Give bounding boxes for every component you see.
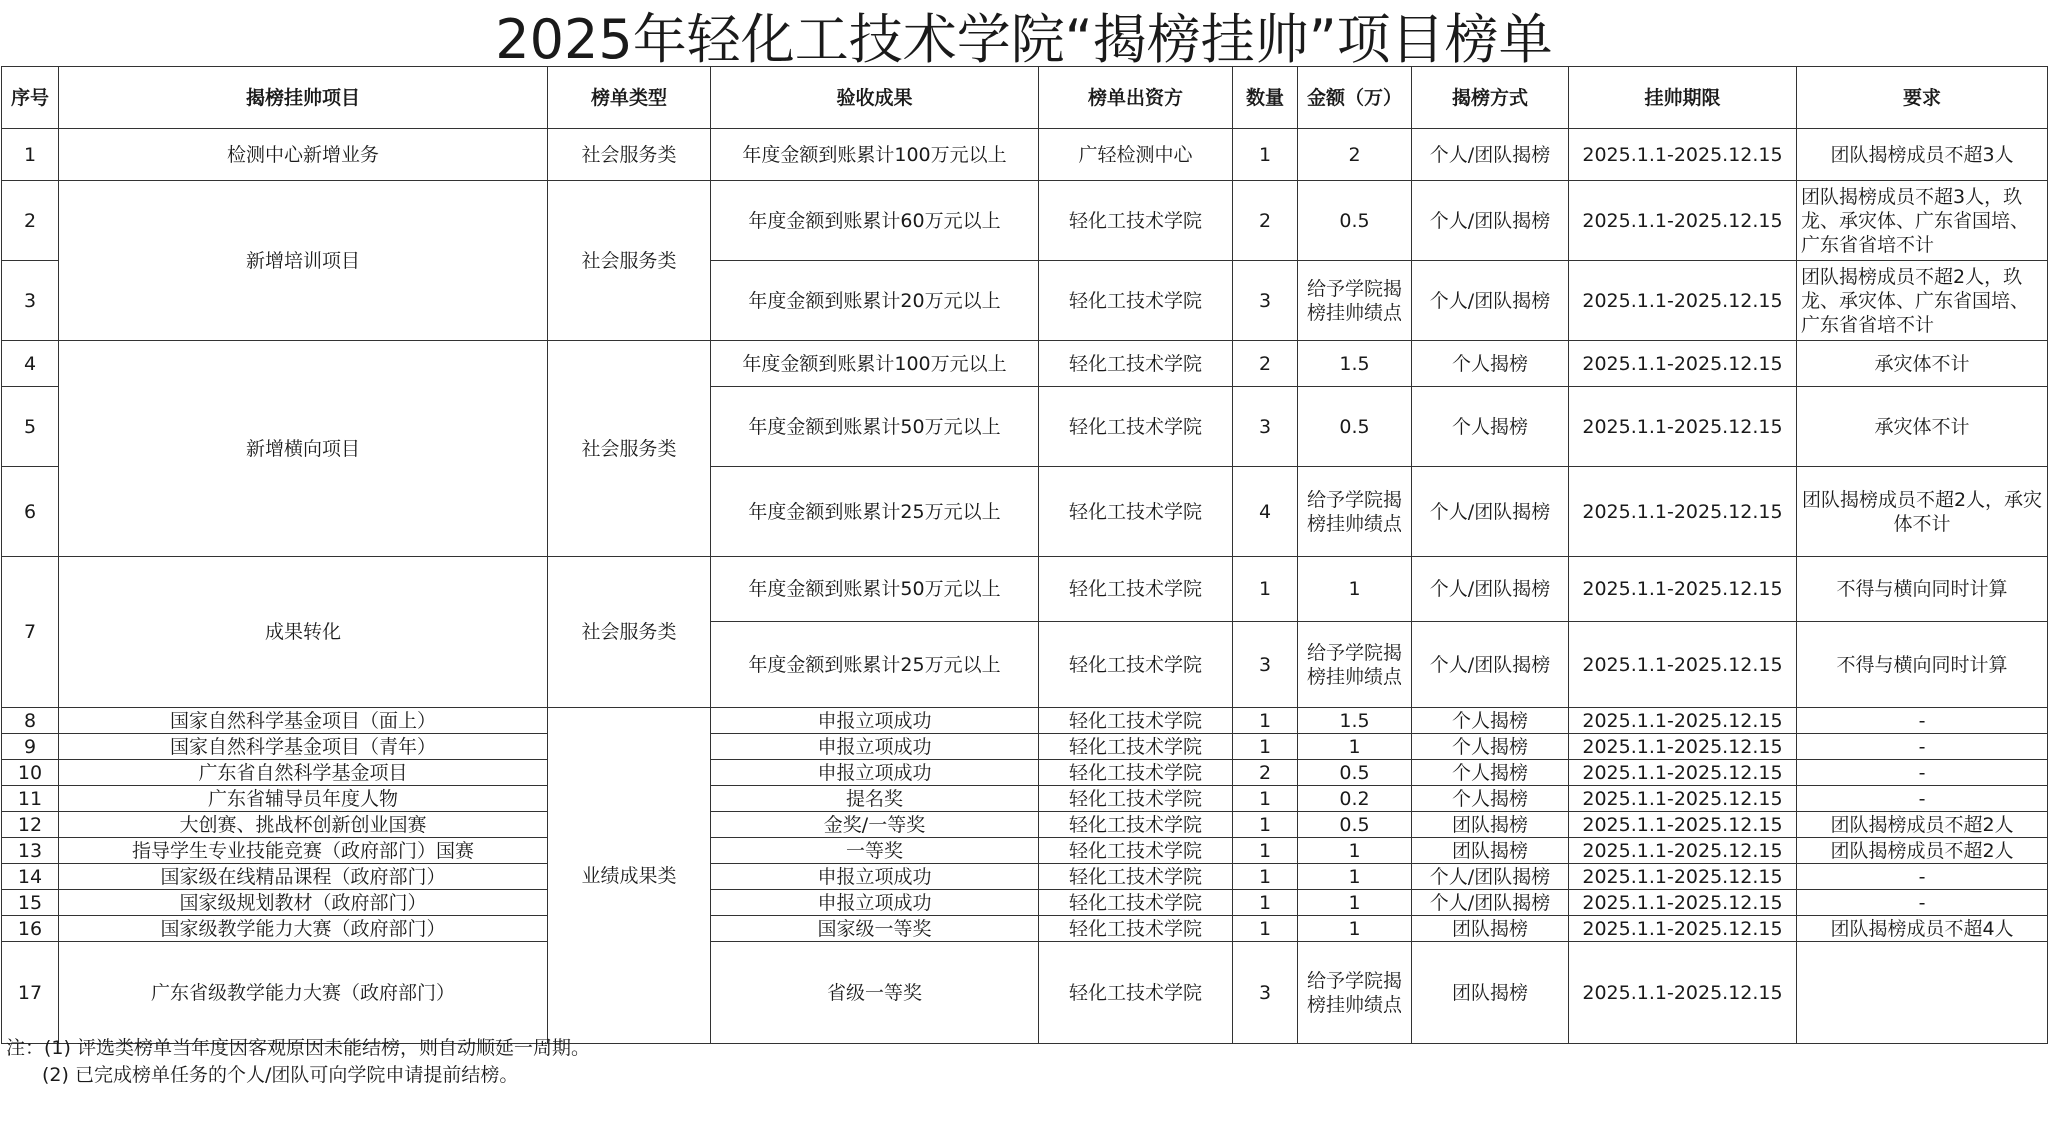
cell-period: 2025.1.1-2025.12.15: [1569, 916, 1797, 942]
col-header-project: 揭榜挂帅项目: [59, 67, 548, 129]
cell-period: 2025.1.1-2025.12.15: [1569, 622, 1797, 708]
cell-period: 2025.1.1-2025.12.15: [1569, 734, 1797, 760]
cell-period: 2025.1.1-2025.12.15: [1569, 341, 1797, 387]
cell-period: 2025.1.1-2025.12.15: [1569, 838, 1797, 864]
cell-method: 个人/团队揭榜: [1412, 467, 1569, 557]
cell-period: 2025.1.1-2025.12.15: [1569, 387, 1797, 467]
footnotes: [6, 1035, 590, 1089]
cell-type: 社会服务类: [548, 181, 711, 341]
cell-seq: 14: [2, 864, 59, 890]
table-row: [2, 864, 2048, 890]
cell-method: 个人/团队揭榜: [1412, 181, 1569, 261]
cell-method: 团队揭榜: [1412, 916, 1569, 942]
cell-period: 2025.1.1-2025.12.15: [1569, 786, 1797, 812]
cell-result: 申报立项成功: [711, 708, 1039, 734]
cell-qty: 3: [1233, 942, 1298, 1044]
cell-method: 个人/团队揭榜: [1412, 261, 1569, 341]
cell-qty: 1: [1233, 838, 1298, 864]
cell-method: 个人揭榜: [1412, 786, 1569, 812]
cell-period: 2025.1.1-2025.12.15: [1569, 890, 1797, 916]
table-row: [2, 942, 2048, 1044]
cell-seq: 4: [2, 341, 59, 387]
cell-result: 年度金额到账累计60万元以上: [711, 181, 1039, 261]
cell-requirement: 不得与横向同时计算: [1797, 557, 2048, 622]
cell-requirement: 团队揭榜成员不超2人，玖龙、承灾体、广东省国培、广东省省培不计: [1797, 261, 2048, 341]
table-row: [2, 760, 2048, 786]
cell-requirement: 团队揭榜成员不超3人，玖龙、承灾体、广东省国培、广东省省培不计: [1797, 181, 2048, 261]
cell-seq: 5: [2, 387, 59, 467]
table-row: [2, 838, 2048, 864]
cell-amount: 0.5: [1298, 387, 1412, 467]
cell-requirement: 团队揭榜成员不超4人: [1797, 916, 2048, 942]
cell-qty: 4: [1233, 467, 1298, 557]
cell-method: 个人/团队揭榜: [1412, 622, 1569, 708]
cell-result: 申报立项成功: [711, 760, 1039, 786]
cell-period: 2025.1.1-2025.12.15: [1569, 812, 1797, 838]
cell-funder: 轻化工技术学院: [1039, 734, 1233, 760]
cell-qty: 1: [1233, 890, 1298, 916]
cell-result: 金奖/一等奖: [711, 812, 1039, 838]
cell-period: 2025.1.1-2025.12.15: [1569, 864, 1797, 890]
cell-seq: 2: [2, 181, 59, 261]
col-header-period: 挂帅期限: [1569, 67, 1797, 129]
cell-method: 团队揭榜: [1412, 942, 1569, 1044]
table-row: [2, 708, 2048, 734]
cell-seq: 10: [2, 760, 59, 786]
col-header-qty: 数量: [1233, 67, 1298, 129]
cell-amount: 1: [1298, 838, 1412, 864]
cell-requirement: [1797, 942, 2048, 1044]
cell-period: 2025.1.1-2025.12.15: [1569, 467, 1797, 557]
cell-type: 社会服务类: [548, 129, 711, 181]
cell-amount: 1: [1298, 557, 1412, 622]
cell-project: 指导学生专业技能竞赛（政府部门）国赛: [59, 838, 548, 864]
cell-amount: 0.5: [1298, 181, 1412, 261]
cell-requirement: -: [1797, 890, 2048, 916]
cell-funder: 轻化工技术学院: [1039, 838, 1233, 864]
table-row: [2, 890, 2048, 916]
cell-result: 申报立项成功: [711, 864, 1039, 890]
cell-seq: 9: [2, 734, 59, 760]
cell-project: 国家级规划教材（政府部门）: [59, 890, 548, 916]
cell-funder: 轻化工技术学院: [1039, 708, 1233, 734]
cell-amount: 1.5: [1298, 341, 1412, 387]
cell-qty: 1: [1233, 812, 1298, 838]
cell-qty: 2: [1233, 760, 1298, 786]
cell-type: 社会服务类: [548, 341, 711, 557]
table-row: [2, 786, 2048, 812]
cell-qty: 3: [1233, 622, 1298, 708]
cell-result: 年度金额到账累计50万元以上: [711, 557, 1039, 622]
col-header-requirement: 要求: [1797, 67, 2048, 129]
cell-method: 个人揭榜: [1412, 341, 1569, 387]
cell-seq: 16: [2, 916, 59, 942]
cell-result: 国家级一等奖: [711, 916, 1039, 942]
table-row: [2, 129, 2048, 181]
cell-amount: 2: [1298, 129, 1412, 181]
cell-amount: 1.5: [1298, 708, 1412, 734]
cell-project: 检测中心新增业务: [59, 129, 548, 181]
cell-seq: 1: [2, 129, 59, 181]
cell-amount: 给予学院揭榜挂帅绩点: [1298, 622, 1412, 708]
table-row: [2, 916, 2048, 942]
cell-period: 2025.1.1-2025.12.15: [1569, 942, 1797, 1044]
cell-amount: 1: [1298, 864, 1412, 890]
cell-method: 个人揭榜: [1412, 760, 1569, 786]
cell-result: 年度金额到账累计100万元以上: [711, 341, 1039, 387]
cell-funder: 轻化工技术学院: [1039, 760, 1233, 786]
cell-result: 省级一等奖: [711, 942, 1039, 1044]
cell-funder: 轻化工技术学院: [1039, 786, 1233, 812]
table-row: [2, 557, 2048, 622]
cell-qty: 1: [1233, 786, 1298, 812]
cell-method: 个人/团队揭榜: [1412, 864, 1569, 890]
cell-requirement: 不得与横向同时计算: [1797, 622, 2048, 708]
cell-amount: 0.2: [1298, 786, 1412, 812]
cell-seq: 15: [2, 890, 59, 916]
cell-project: 成果转化: [59, 557, 548, 708]
table-row: [2, 812, 2048, 838]
cell-method: 个人/团队揭榜: [1412, 129, 1569, 181]
cell-period: 2025.1.1-2025.12.15: [1569, 261, 1797, 341]
cell-funder: 轻化工技术学院: [1039, 467, 1233, 557]
cell-qty: 1: [1233, 557, 1298, 622]
cell-qty: 1: [1233, 734, 1298, 760]
cell-seq: 17: [2, 942, 59, 1044]
col-header-result: 验收成果: [711, 67, 1039, 129]
cell-project: 大创赛、挑战杯创新创业国赛: [59, 812, 548, 838]
cell-result: 申报立项成功: [711, 890, 1039, 916]
cell-amount: 1: [1298, 890, 1412, 916]
cell-requirement: -: [1797, 708, 2048, 734]
cell-qty: 3: [1233, 261, 1298, 341]
cell-seq: 6: [2, 467, 59, 557]
cell-project: 广东省自然科学基金项目: [59, 760, 548, 786]
cell-requirement: 团队揭榜成员不超3人: [1797, 129, 2048, 181]
cell-funder: 轻化工技术学院: [1039, 890, 1233, 916]
page-title: 2025年轻化工技术学院“揭榜挂帅”项目榜单: [495, 8, 1553, 71]
cell-qty: 1: [1233, 864, 1298, 890]
cell-result: 一等奖: [711, 838, 1039, 864]
cell-result: 年度金额到账累计25万元以上: [711, 622, 1039, 708]
cell-period: 2025.1.1-2025.12.15: [1569, 708, 1797, 734]
project-list-table: [1, 66, 2048, 1044]
cell-period: 2025.1.1-2025.12.15: [1569, 760, 1797, 786]
cell-method: 个人揭榜: [1412, 387, 1569, 467]
cell-funder: 轻化工技术学院: [1039, 557, 1233, 622]
cell-result: 年度金额到账累计25万元以上: [711, 467, 1039, 557]
cell-qty: 1: [1233, 916, 1298, 942]
cell-seq: 12: [2, 812, 59, 838]
cell-requirement: -: [1797, 786, 2048, 812]
cell-qty: 3: [1233, 387, 1298, 467]
cell-project: 广东省辅导员年度人物: [59, 786, 548, 812]
cell-funder: 轻化工技术学院: [1039, 387, 1233, 467]
cell-funder: 轻化工技术学院: [1039, 181, 1233, 261]
cell-requirement: 承灾体不计: [1797, 387, 2048, 467]
cell-period: 2025.1.1-2025.12.15: [1569, 557, 1797, 622]
cell-type: 业绩成果类: [548, 708, 711, 1044]
cell-requirement: -: [1797, 760, 2048, 786]
cell-amount: 0.5: [1298, 812, 1412, 838]
cell-qty: 1: [1233, 708, 1298, 734]
cell-amount: 给予学院揭榜挂帅绩点: [1298, 261, 1412, 341]
cell-seq: 7: [2, 557, 59, 708]
cell-funder: 轻化工技术学院: [1039, 942, 1233, 1044]
cell-funder: 轻化工技术学院: [1039, 916, 1233, 942]
cell-seq: 3: [2, 261, 59, 341]
cell-funder: 轻化工技术学院: [1039, 864, 1233, 890]
cell-type: 社会服务类: [548, 557, 711, 708]
table-row: [2, 181, 2048, 261]
cell-method: 团队揭榜: [1412, 838, 1569, 864]
cell-method: 个人/团队揭榜: [1412, 890, 1569, 916]
cell-funder: 轻化工技术学院: [1039, 341, 1233, 387]
cell-funder: 轻化工技术学院: [1039, 261, 1233, 341]
cell-project: 广东省级教学能力大赛（政府部门）: [59, 942, 548, 1044]
cell-requirement: 团队揭榜成员不超2人，承灾体不计: [1797, 467, 2048, 557]
cell-project: 国家自然科学基金项目（青年）: [59, 734, 548, 760]
cell-amount: 给予学院揭榜挂帅绩点: [1298, 942, 1412, 1044]
cell-funder: 广轻检测中心: [1039, 129, 1233, 181]
cell-amount: 1: [1298, 734, 1412, 760]
cell-qty: 2: [1233, 341, 1298, 387]
col-header-amount: 金额（万）: [1298, 67, 1412, 129]
col-header-method: 揭榜方式: [1412, 67, 1569, 129]
cell-method: 团队揭榜: [1412, 812, 1569, 838]
cell-requirement: 承灾体不计: [1797, 341, 2048, 387]
cell-funder: 轻化工技术学院: [1039, 622, 1233, 708]
header-row: [2, 67, 2048, 129]
cell-result: 年度金额到账累计20万元以上: [711, 261, 1039, 341]
table-row: [2, 734, 2048, 760]
cell-qty: 1: [1233, 129, 1298, 181]
col-header-type: 榜单类型: [548, 67, 711, 129]
cell-seq: 13: [2, 838, 59, 864]
cell-requirement: -: [1797, 734, 2048, 760]
cell-qty: 2: [1233, 181, 1298, 261]
cell-project: 新增培训项目: [59, 181, 548, 341]
col-header-seq: 序号: [2, 67, 59, 129]
cell-seq: 11: [2, 786, 59, 812]
cell-project: 国家自然科学基金项目（面上）: [59, 708, 548, 734]
cell-seq: 8: [2, 708, 59, 734]
cell-amount: 给予学院揭榜挂帅绩点: [1298, 467, 1412, 557]
cell-amount: 0.5: [1298, 760, 1412, 786]
cell-result: 提名奖: [711, 786, 1039, 812]
cell-period: 2025.1.1-2025.12.15: [1569, 129, 1797, 181]
cell-requirement: 团队揭榜成员不超2人: [1797, 812, 2048, 838]
cell-result: 年度金额到账累计50万元以上: [711, 387, 1039, 467]
cell-amount: 1: [1298, 916, 1412, 942]
col-header-funder: 榜单出资方: [1039, 67, 1233, 129]
cell-period: 2025.1.1-2025.12.15: [1569, 181, 1797, 261]
cell-project: 国家级在线精品课程（政府部门）: [59, 864, 548, 890]
cell-method: 个人揭榜: [1412, 734, 1569, 760]
cell-result: 申报立项成功: [711, 734, 1039, 760]
cell-requirement: -: [1797, 864, 2048, 890]
cell-method: 个人揭榜: [1412, 708, 1569, 734]
cell-method: 个人/团队揭榜: [1412, 557, 1569, 622]
cell-requirement: 团队揭榜成员不超2人: [1797, 838, 2048, 864]
table-row: [2, 341, 2048, 387]
footnote-2: (2) 已完成榜单任务的个人/团队可向学院申请提前结榜。: [42, 1064, 519, 1086]
footnote-1: 注：(1) 评选类榜单当年度因客观原因未能结榜，则自动顺延一周期。: [6, 1037, 590, 1059]
cell-project: 新增横向项目: [59, 341, 548, 557]
cell-result: 年度金额到账累计100万元以上: [711, 129, 1039, 181]
cell-project: 国家级教学能力大赛（政府部门）: [59, 916, 548, 942]
cell-funder: 轻化工技术学院: [1039, 812, 1233, 838]
